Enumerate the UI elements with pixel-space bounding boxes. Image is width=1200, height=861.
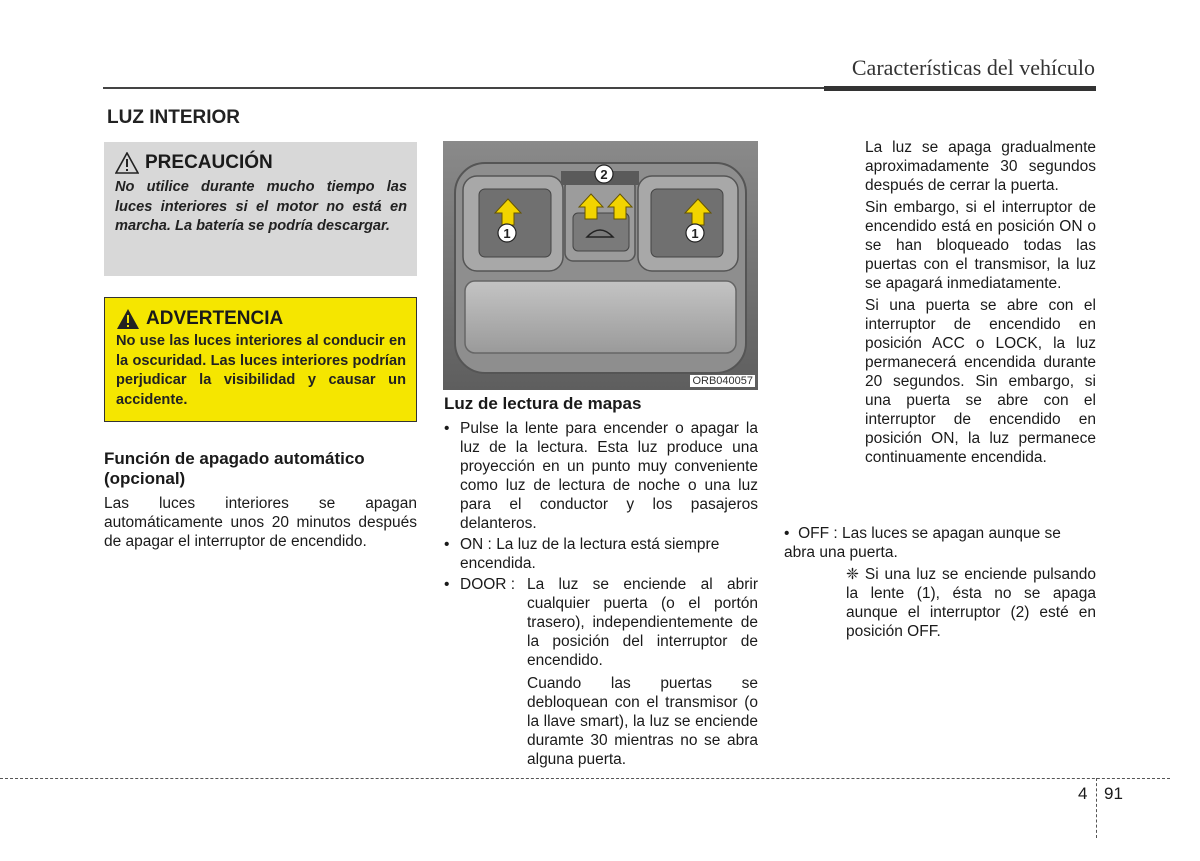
header-rule-accent xyxy=(824,86,1096,91)
callout-1-right xyxy=(686,224,704,242)
warning-header xyxy=(116,308,406,330)
warning-triangle-filled-icon xyxy=(116,308,140,330)
list-item xyxy=(444,535,758,573)
off-item xyxy=(784,524,1096,641)
off-label: OFF : xyxy=(798,525,838,542)
warning-text: No use las luces interiores al conducir en la oscuridad. Las luces interiores podrían perjudicar la visibilidad y causar un accidente. xyxy=(116,333,406,408)
svg-text:1: 1 xyxy=(691,226,699,241)
header-title: Características del vehículo xyxy=(851,55,1095,80)
on-label: ON : xyxy=(460,536,492,553)
bullet: • xyxy=(444,536,450,553)
svg-text:2: 2 xyxy=(600,167,608,182)
door-text: La luz se enciende al abrir cualquier puerta (o el portón trasero), independientemente de la posición del interruptor de encendido. xyxy=(527,576,758,669)
overhead-console-figure xyxy=(443,141,758,390)
bullet: • xyxy=(444,576,450,593)
item-text: Pulse la lente para encender o apagar la luz de la lectura. Esta luz produce una proyección en un punto muy conveniente como luz de lectura de noche o una luz para el conductor y los pasajeros delanteros. xyxy=(460,420,758,532)
figure-caption: ORB040057 xyxy=(692,375,753,387)
paragraph: La luz se apaga gradualmente aproximadamente 30 segundos después de cerrar la puerta. xyxy=(865,139,1096,194)
precaution-box xyxy=(104,142,417,276)
off-note xyxy=(846,565,1096,641)
off-text: Las luces se apagan aunque se abra una puerta. xyxy=(784,525,1061,561)
list-item xyxy=(444,419,758,533)
page-number: 91 xyxy=(1104,784,1123,803)
list-item xyxy=(444,575,758,769)
door-subtext: Cuando las puertas se debloquean con el transmisor (o la llave smart), la luz se enciende duramte 30 mientras no se abra alguna puerta. xyxy=(527,675,758,768)
footer-rule xyxy=(0,778,1170,779)
precaution-title: PRECAUCIÓN xyxy=(145,152,273,173)
note-text: Si una luz se enciende pulsando la lente (1), ésta no se apaga aunque el interruptor (2) esté en posición OFF. xyxy=(846,566,1096,640)
on-text: La luz de la lectura está siempre encendida. xyxy=(460,536,720,572)
warning-triangle-outline-icon xyxy=(115,152,139,174)
paragraph: Sin embargo, si el interruptor de encendido está en posición ON o se han bloqueado todas las puertas con el transmisor, la luz se apagará inmediatamente. xyxy=(865,199,1096,292)
footer-divider xyxy=(1096,778,1097,838)
warning-title: ADVERTENCIA xyxy=(146,308,284,329)
note-symbol-icon: ❈ xyxy=(846,566,859,583)
bullet: • xyxy=(784,525,790,542)
overhead-console-illustration xyxy=(443,141,758,390)
callout-2 xyxy=(595,165,613,183)
paragraph: Si una puerta se abre con el interruptor de encendido en posición ACC o LOCK, la luz permanecerá encendida durante 20 segundos. Sin embargo, si una puerta se abre con el interruptor de encendido en posición ON, la luz permanece continuamente encendida. xyxy=(865,297,1096,466)
precaution-header xyxy=(115,152,407,174)
svg-text:1: 1 xyxy=(503,226,511,241)
chapter-number: 4 xyxy=(1078,784,1088,803)
precaution-text: No utilice durante mucho tiempo las luces interiores si el motor no está en marcha. La batería se podría descargar. xyxy=(115,179,407,234)
bullet: • xyxy=(444,420,450,437)
column-3 xyxy=(865,138,1096,470)
door-label: DOOR : xyxy=(460,576,516,593)
auto-off-heading: Función de apagado automático (opcional) xyxy=(104,449,365,488)
section-title: LUZ INTERIOR xyxy=(107,107,240,128)
warning-box xyxy=(104,297,417,422)
auto-off-text: Las luces interiores se apagan automáticamente unos 20 minutos después de apagar el interruptor de encendido. xyxy=(104,495,417,550)
callout-1-left xyxy=(498,224,516,242)
map-light-heading: Luz de lectura de mapas xyxy=(444,394,642,413)
map-light-list xyxy=(444,419,758,771)
